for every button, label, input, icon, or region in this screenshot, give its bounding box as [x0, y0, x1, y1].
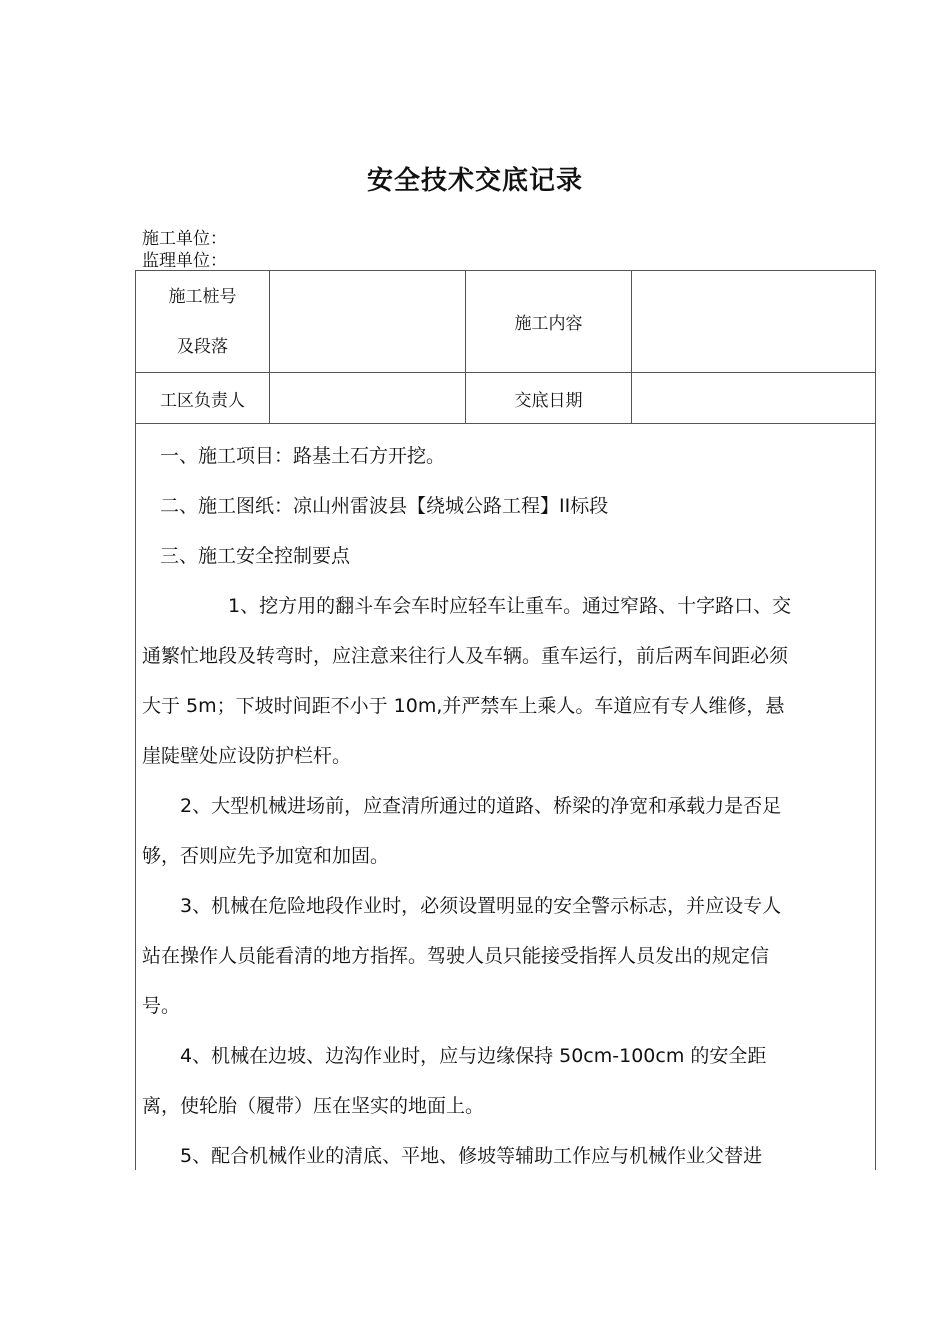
- paragraph-5-line-1: 5、配合机械作业的清底、平地、修坡等辅助工作应与机械作业父替进: [180, 1145, 763, 1167]
- station-value-cell[interactable]: [270, 271, 466, 372]
- manager-value-cell[interactable]: [270, 373, 466, 423]
- table-row: [136, 271, 875, 373]
- paragraph-3-line-2: 站在操作人员能看清的地方指挥。驾驶人员只能接受指挥人员发出的规定信: [142, 945, 770, 967]
- paragraph-1-line-3: 大于 5m；下坡时间距不小于 10m,并严禁车上乘人。车道应有专人维修，悬: [142, 695, 785, 717]
- paragraph-4-line-2: 离，使轮胎（履带）压在坚实的地面上。: [142, 1095, 485, 1117]
- date-label: 交底日期: [514, 390, 583, 411]
- document-title: 安全技术交底记录: [366, 166, 583, 196]
- item-project: 一、施工项目：路基土石方开挖。: [160, 445, 446, 467]
- paragraph-3-line-1: 3、机械在危险地段作业时，必须设置明显的安全警示标志，并应设专人: [180, 895, 782, 917]
- paragraph-1-line-2: 通繁忙地段及转弯时，应注意来往行人及车辆。重车运行，前后两车间距必须: [142, 645, 789, 667]
- briefing-body: [142, 431, 872, 1170]
- content-label: 施工内容: [514, 314, 583, 334]
- supervision-unit-label: 监理单位：: [142, 251, 227, 271]
- construction-unit-label: 施工单位：: [142, 229, 227, 249]
- record-table: [135, 270, 876, 1170]
- item-drawings: 二、施工图纸：凉山州雷波县【绕城公路工程】II标段: [160, 495, 609, 517]
- paragraph-2-line-1: 2、大型机械进场前，应查清所通过的道路、桥梁的净宽和承载力是否足: [180, 795, 782, 817]
- content-value-cell[interactable]: [632, 271, 876, 372]
- station-label-line-1: 施工桩号: [168, 286, 237, 307]
- table-row: [136, 373, 875, 424]
- station-label-cell: [136, 271, 270, 372]
- paragraph-1-line-4: 崖陡壁处应设防护栏杆。: [142, 745, 352, 767]
- paragraph-2-line-2: 够，否则应先予加宽和加固。: [142, 845, 390, 867]
- date-value-cell[interactable]: [632, 373, 876, 423]
- paragraph-1-line-1: 1、挖方用的翻斗车会车时应轻车让重车。通过窄路、十字路口、交: [228, 595, 792, 617]
- content-label-cell: [466, 271, 632, 372]
- paragraph-4-line-1: 4、机械在边坡、边沟作业时，应与边缘保持 50cm-100cm 的安全距: [180, 1045, 767, 1067]
- station-label-line-2: 及段落: [177, 336, 228, 357]
- paragraph-3-line-3: 号。: [142, 995, 181, 1017]
- manager-label-cell: [136, 373, 270, 423]
- date-label-cell: [466, 373, 632, 423]
- manager-label: 工区负责人: [160, 390, 245, 411]
- item-safety-points: 三、施工安全控制要点: [160, 545, 351, 567]
